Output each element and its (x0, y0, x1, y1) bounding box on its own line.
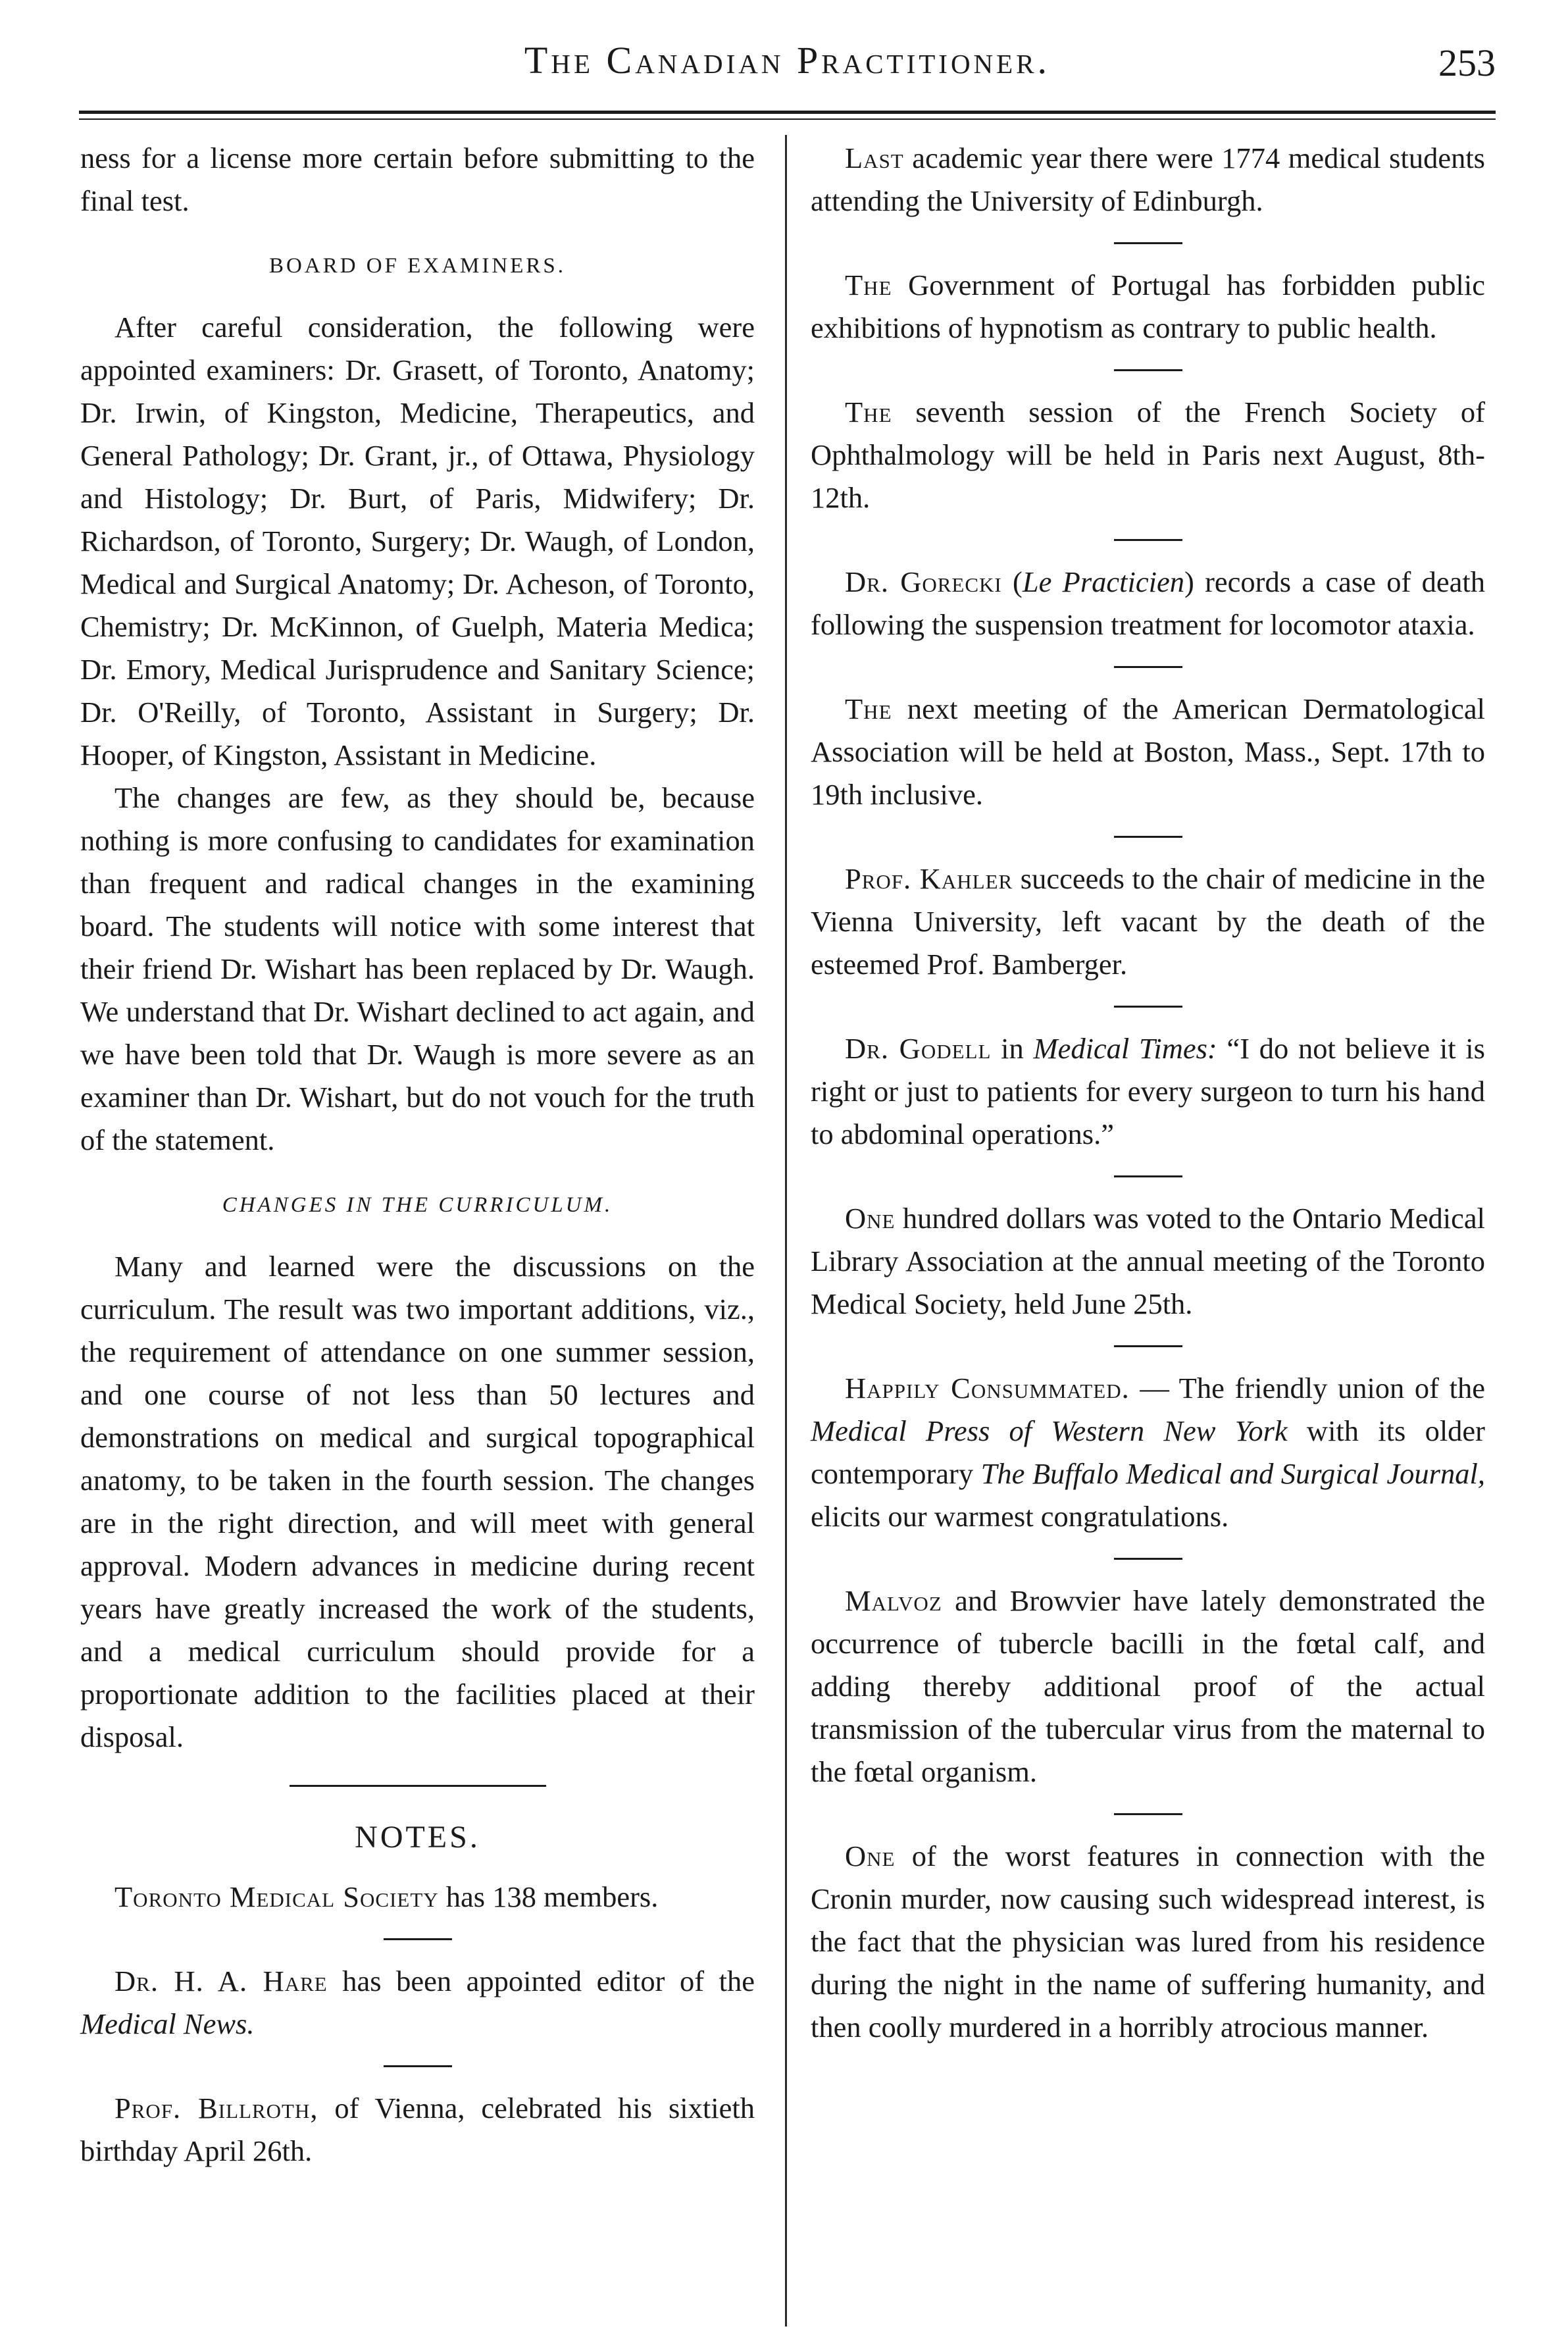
paragraph-examiners: After careful consideration, the following were appointed examiners: Dr. Grasett, of Toronto, Anatomy; Dr. Irwin, of Kingston, Medicine, Therapeutics, and General Pathology; Dr. Grant, jr., of Ottawa, Physiology and Histology; Dr. Burt, of Paris, Midwifery; Dr. Richardson, of Toronto, Surgery; Dr. Waugh, of London, Medical and Surgical Anatomy; Dr. Acheson, of Toronto, Chemistry; Dr. McKinnon, of Guelph, Materia Medica; Dr. Emory, Medical Jurisprudence and Sanitary Science; Dr. O'Reilly, of Toronto, Assistant in Surgery; Dr. Hooper, of Kingston, Assistant in Medicine. (80, 311, 755, 771)
note-dermatological (811, 688, 1485, 816)
note-text: of Vienna, celebrated his sixtieth birthday April 26th. (80, 2092, 755, 2167)
note-lead: Happily Consummated. (845, 1372, 1130, 1404)
note-lead: Dr. H. A. Hare (114, 1965, 328, 1997)
note-separator (384, 1938, 452, 1940)
note-kahler (811, 858, 1485, 986)
note-lead: One (845, 1202, 896, 1235)
section-heading-board-of-examiners: BOARD OF EXAMINERS. (269, 254, 566, 278)
note-malvoz (811, 1580, 1485, 1793)
note-lead: Dr. Gorecki (845, 565, 1002, 598)
note-separator (1114, 666, 1182, 668)
paragraph-curriculum: Many and learned were the discussions on the curriculum. The result was two important additions, viz., the requirement of attendance on one summer session, and one course of not less than 50 lectures and demonstrations on medical and surgical topographical anatomy, to be taken in the fourth session. The changes are in the right direction, and will meet with general approval. Modern advances in medicine during recent years have greatly increased the work of the students, and a medical curriculum should provide for a proportionate addition to the facilities placed at their disposal. (80, 1250, 755, 1753)
note-lead: Toronto Medical Society (114, 1880, 439, 1913)
section-rule (290, 1785, 546, 1787)
note-separator (1114, 1813, 1182, 1815)
note-lead: Last (845, 141, 904, 174)
note-cronin (811, 1835, 1485, 2049)
note-text: elicits our warmest congratulations. (811, 1500, 1229, 1533)
note-separator (1114, 369, 1182, 371)
continuation-paragraph: ness for a license more certain before submitting to the final test. (80, 141, 755, 217)
page-number: 253 (1438, 41, 1496, 84)
note-text: has 138 members. (438, 1880, 659, 1913)
header-rule-thick (79, 111, 1496, 114)
note-text: succeeds to the chair of medicine in the Vienna University, left vacant by the death of the esteemed Prof. Bamberger. (811, 862, 1485, 981)
left-column (80, 137, 755, 2173)
note-godell (811, 1027, 1485, 1156)
note-text: “I do not believe it is right or just to patients for every surgeon to turn his hand to abdominal operations.” (811, 1032, 1485, 1150)
running-head (79, 38, 1496, 111)
note-lead: Malvoz (845, 1584, 942, 1617)
note-separator (1114, 1345, 1182, 1347)
note-hare (80, 1960, 755, 2045)
note-separator (1114, 1006, 1182, 1008)
note-lead: One (845, 1839, 896, 1872)
note-text: next meeting of the American Dermatological Association will be held at Boston, Mass., Sept. 17th to 19th inclusive. (811, 692, 1485, 811)
note-text: of the worst features in connection with the Cronin murder, now causing such widespread interest, is the fact that the physician was lured from his residence during the night in the name of suffering humanity, and then coolly murdered in a horribly atrocious manner. (811, 1839, 1485, 2044)
note-text: seventh session of the French Society of Ophthalmology will be held in Paris next August, 8th-12th. (811, 396, 1485, 514)
column-divider (785, 135, 787, 2327)
note-separator (1114, 1175, 1182, 1177)
note-separator (1114, 539, 1182, 541)
note-text: with its older contemporary (811, 1414, 1485, 1490)
note-text: academic year there were 1774 medical students attending the University of Edinburgh. (811, 141, 1485, 217)
note-separator (384, 2065, 452, 2067)
note-separator (1114, 242, 1182, 244)
note-edinburgh (811, 137, 1485, 222)
note-toronto-medical-society (80, 1876, 755, 1918)
note-happily-consummated (811, 1367, 1485, 1538)
note-text: in (991, 1032, 1034, 1065)
note-billroth (80, 2087, 755, 2173)
note-gorecki (811, 561, 1485, 646)
note-text: and Browvier have lately demonstrated the occurrence of tubercle bacilli in the fœtal calf, and adding thereby additional proof of the actual transmission of the tubercular virus from the maternal to the fœtal organism. (811, 1584, 1485, 1788)
note-italic: Medical News. (80, 2007, 255, 2040)
note-lead: Prof. Billroth, (114, 2092, 318, 2124)
running-title: The Canadian Practitioner. (524, 39, 1051, 82)
notes-heading: NOTES. (355, 1820, 480, 1855)
note-library-association (811, 1197, 1485, 1325)
note-lead: The (845, 269, 892, 301)
note-separator (1114, 836, 1182, 838)
note-text: has been appointed editor of the (327, 1965, 755, 1997)
note-text: ( (1001, 565, 1023, 598)
note-text: Government of Portugal has forbidden public exhibitions of hypnotism as contrary to public health. (811, 269, 1485, 344)
note-portugal (811, 264, 1485, 349)
note-text: — The friendly union of the (1129, 1372, 1485, 1404)
header-rule-thin (79, 118, 1496, 120)
note-ophthalmology (811, 391, 1485, 519)
section-heading-curriculum: CHANGES IN THE CURRICULUM. (222, 1193, 613, 1217)
note-italic: Medical Press of Western New York (811, 1414, 1288, 1447)
note-text: hundred dollars was voted to the Ontario Medical Library Association at the annual meeting of the Toronto Medical Society, held June 25th. (811, 1202, 1485, 1320)
note-lead: The (845, 692, 892, 725)
note-lead: Dr. Godell (845, 1032, 992, 1065)
note-lead: Prof. Kahler (845, 862, 1013, 895)
note-separator (1114, 1558, 1182, 1560)
paragraph-changes-board: The changes are few, as they should be, because nothing is more confusing to candidates for examination than frequent and radical changes in the examining board. The students will notice with some interest that their friend Dr. Wishart has been replaced by Dr. Waugh. We understand that Dr. Wishart declined to act again, and we have been told that Dr. Waugh is more severe as an examiner than Dr. Wishart, but do not vouch for the truth of the statement. (80, 781, 755, 1156)
note-italic: Medical Times: (1033, 1032, 1217, 1065)
note-text: ) records a case of death following the suspension treatment for locomotor ataxia. (811, 565, 1485, 641)
right-column (811, 137, 1485, 2049)
note-lead: The (845, 396, 892, 428)
note-italic: Le Practicien (1022, 565, 1184, 598)
note-italic: The Buffalo Medical and Surgical Journal, (980, 1457, 1485, 1490)
